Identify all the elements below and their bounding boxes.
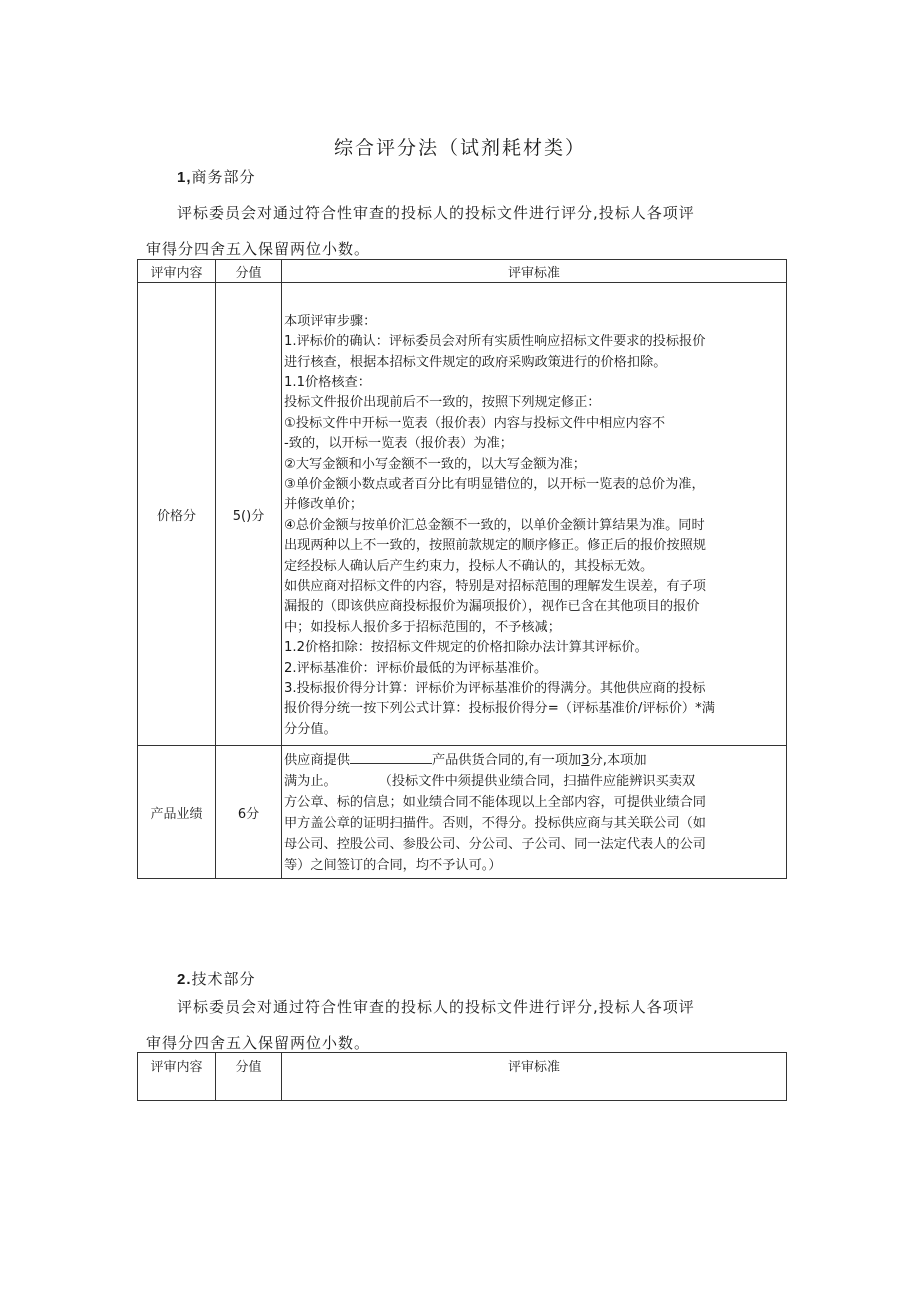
points-value: 3	[581, 753, 590, 768]
criteria-line: 等）之间签订的合同，均不予认可。）	[284, 858, 502, 873]
section1-title: 商务部分	[191, 168, 256, 186]
table-header-row	[138, 260, 787, 283]
commercial-scoring-table	[137, 259, 787, 879]
row-item-performance: 产品业绩	[138, 746, 216, 879]
criteria-line: 出现两种以上不一致的，按照前款规定的顺序修正。修正后的报价按照规	[284, 538, 706, 554]
header-item: 评审内容	[138, 1053, 216, 1101]
row-score-price: 5()分	[216, 283, 282, 746]
table-row	[138, 283, 787, 746]
section1-number: 1,	[177, 169, 192, 186]
criteria-line: ②大写金额和小写金额不一致的，以大写金额为准；	[284, 456, 586, 472]
criteria-line: ④总价金额与按单价汇总金额不一致的，以单价金额计算结果为准。同时	[284, 517, 705, 533]
criteria-line: 满为止。 （投标文件中须提供业绩合同，扫描件应能辨识买卖双	[284, 774, 696, 789]
criteria-line: 并修改单价；	[284, 497, 364, 513]
table-header-row	[138, 1053, 787, 1101]
criteria-line: 方公章、标的信息；如业绩合同不能体现以上全部内容，可提供业绩合同	[284, 795, 706, 810]
header-criteria: 评审标准	[282, 260, 787, 283]
section1-heading	[177, 166, 256, 187]
criteria-line: 1.评标价的确认：评标委员会对所有实质性响应招标文件要求的投标报价	[284, 334, 706, 350]
criteria-line: 分分值。	[284, 721, 337, 737]
table-row	[138, 746, 787, 879]
criteria-line: 甲方盖公章的证明扫描件。否则，不得分。投标供应商与其关联公司（如	[284, 816, 706, 831]
section2-title: 技术部分	[191, 970, 256, 988]
header-criteria: 评审标准	[282, 1053, 787, 1101]
criteria-line: ①投标文件中开标一览表（报价表）内容与投标文件中相应内容不	[284, 415, 666, 431]
section2-heading	[177, 968, 256, 989]
criteria-line: -致的，以开标一览表（报价表）为准；	[284, 436, 513, 452]
row-criteria-performance	[282, 746, 787, 879]
criteria-line: ③单价金额小数点或者百分比有明显错位的，以开标一览表的总价为准，	[284, 476, 705, 492]
criteria-line: 定经投标人确认后产生约束力，投标人不确认的，其投标无效。	[284, 558, 654, 574]
criteria-line: 报价得分统一按下列公式计算：投标报价得分=（评标基准价/评标价）*满	[284, 701, 715, 717]
criteria-line: 母公司、控股公司、参股公司、分公司、子公司、同一法定代表人的公司	[284, 837, 706, 852]
criteria-line: 进行核查，根据本招标文件规定的政府采购政策进行的价格扣除。	[284, 354, 667, 370]
criteria-line: 1.1价格核查：	[284, 374, 371, 390]
row-score-performance: 6分	[216, 746, 282, 879]
header-score: 分值	[216, 260, 282, 283]
technical-scoring-table	[137, 1052, 787, 1101]
document-title: 综合评分法（试剂耗材类）	[333, 137, 586, 159]
criteria-line: 中；如投标人报价多于招标范围的，不予核减；	[284, 619, 561, 635]
section2-intro-line1: 评标委员会对通过符合性审查的投标人的投标文件进行评分,投标人各项评	[177, 998, 695, 1016]
section2-number: 2.	[177, 971, 192, 988]
section1-intro-line1: 评标委员会对通过符合性审查的投标人的投标文件进行评分,投标人各项评	[177, 204, 695, 222]
section1-intro-line2: 审得分四舍五入保留两位小数。	[146, 240, 371, 258]
header-item: 评审内容	[138, 260, 216, 283]
criteria-line: 2.评标基准价：评标价最低的为评标基准价。	[284, 660, 548, 676]
criteria-line: 1.2价格扣除：按招标文件规定的价格扣除办法计算其评标价。	[284, 640, 648, 656]
criteria-line: 投标文件报价出现前后不一致的，按照下列规定修正：	[284, 395, 601, 411]
criteria-line: 如供应商对招标文件的内容，特别是对招标范围的理解发生误差，有子项	[284, 579, 706, 595]
section2-intro-line2: 审得分四舍五入保留两位小数。	[146, 1034, 371, 1052]
criteria-line: 本项评审步骤：	[284, 313, 377, 329]
criteria-line: 3.投标报价得分计算：评标价为评标基准价的得满分。其他供应商的投标	[284, 681, 706, 697]
criteria-line: 漏报的（即该供应商投标报价为漏项报价），视作已含在其他项目的报价	[284, 599, 700, 615]
criteria-line: 供应商提供 产品供货合同的,有一项加3分,本项加	[284, 749, 784, 771]
row-criteria-price	[282, 283, 787, 746]
row-item-price: 价格分	[138, 283, 216, 746]
fill-in-blank	[350, 749, 432, 764]
header-score: 分值	[216, 1053, 282, 1101]
